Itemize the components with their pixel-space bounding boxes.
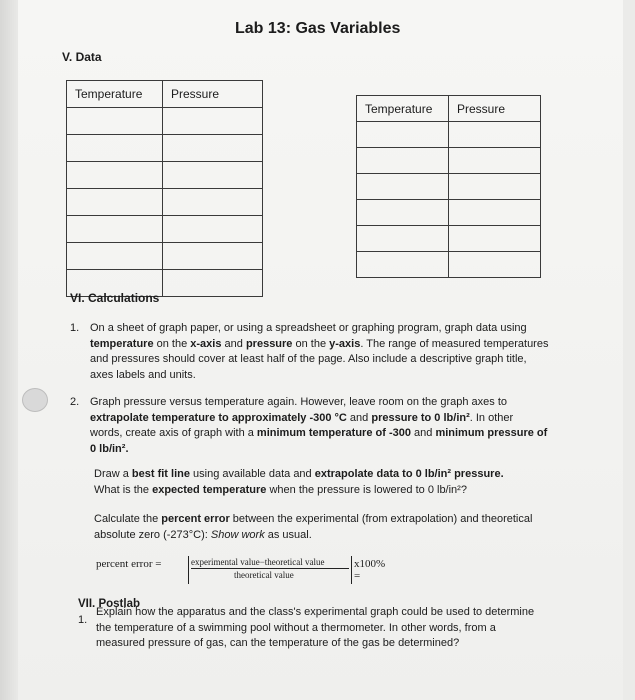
table-cell[interactable] <box>449 252 541 278</box>
table2-header-temperature: Temperature <box>357 96 449 122</box>
table-cell[interactable] <box>163 162 263 189</box>
data-heading: V. Data <box>62 50 102 64</box>
postlab-line1: Explain how the apparatus and the class's experimental graph could be used to determine <box>96 606 535 618</box>
postlab-heading: VII. Postlab <box>78 598 140 610</box>
data-table-1 <box>66 80 263 297</box>
item1-text <box>90 321 610 383</box>
fraction-bar <box>191 568 349 569</box>
item2-line3: words, create axis of graph with a minimum temperature of -300 and minimum pressure of <box>90 427 548 439</box>
binder-hole <box>22 388 48 412</box>
table-cell[interactable] <box>67 162 163 189</box>
table-cell[interactable] <box>357 252 449 278</box>
table2-header-pressure: Pressure <box>449 96 541 122</box>
formula-fraction <box>188 556 352 584</box>
table-cell[interactable] <box>357 200 449 226</box>
percent-error-line2: absolute zero (-273°C): Show work as usual. <box>94 528 312 541</box>
table1-header-pressure: Pressure <box>163 81 263 108</box>
page-edge <box>0 0 18 700</box>
postlab-text <box>96 605 616 652</box>
table-cell[interactable] <box>449 200 541 226</box>
item1-line1: On a sheet of graph paper, or using a spreadsheet or graphing program, graph data using <box>90 322 527 334</box>
item2-number: 2. <box>70 396 80 408</box>
postlab-item-number: 1. <box>78 614 88 626</box>
formula-rhs: x100% = <box>354 558 386 582</box>
percent-error-formula <box>96 557 386 582</box>
table-cell[interactable] <box>163 243 263 270</box>
table-cell[interactable] <box>449 226 541 252</box>
table-cell[interactable] <box>163 216 263 243</box>
table-cell[interactable] <box>163 108 263 135</box>
best-fit-line2: What is the expected temperature when the pressure is lowered to 0 lb/in²? <box>94 483 467 496</box>
table-cell[interactable] <box>449 122 541 148</box>
percent-error-instructions <box>94 512 614 543</box>
item1-line4: axes labels and units. <box>90 368 196 381</box>
data-table-2 <box>356 95 541 278</box>
item2-line2: extrapolate temperature to approximately -300 °C and pressure to 0 lb/in². In other <box>90 411 514 424</box>
table1-header-temperature: Temperature <box>67 81 163 108</box>
table-cell[interactable] <box>67 135 163 162</box>
item1-number: 1. <box>70 322 80 334</box>
table-cell[interactable] <box>357 148 449 174</box>
table-cell[interactable] <box>163 135 263 162</box>
table-cell[interactable] <box>67 108 163 135</box>
table-cell[interactable] <box>163 270 263 297</box>
formula-numerator: experimental value−theoretical value <box>191 557 325 567</box>
item2-line1: Graph pressure versus temperature again. However, leave room on the graph axes to <box>90 396 508 408</box>
percent-error-line1: Calculate the percent error between the experimental (from extrapolation) and theoretical <box>94 513 533 525</box>
best-fit-line1: Draw a best fit line using available data and extrapolate data to 0 lb/in² pressure. <box>94 468 504 480</box>
item1-line2: temperature on the x-axis and pressure on the y-axis. The range of measured temperatures <box>90 337 549 350</box>
table-cell[interactable] <box>449 148 541 174</box>
table-cell[interactable] <box>357 174 449 200</box>
table-cell[interactable] <box>67 189 163 216</box>
item2-line4: 0 lb/in². <box>90 442 129 455</box>
item1-line3: and pressures should cover at least half of the page. Also include a descriptive graph title, <box>90 353 527 365</box>
postlab-line2: the temperature of a swimming pool without a thermometer. In other words, from a <box>96 621 496 634</box>
table-cell[interactable] <box>67 216 163 243</box>
page-title: Lab 13: Gas Variables <box>235 20 401 37</box>
formula-denominator: theoretical value <box>234 570 294 580</box>
item2-text <box>90 395 620 457</box>
postlab-line3: measured pressure of gas, can the temperature of the gas be determined? <box>96 637 460 649</box>
calculations-heading: VI. Calculations <box>70 291 160 305</box>
best-fit-instructions <box>94 467 614 498</box>
table-cell[interactable] <box>163 189 263 216</box>
table-cell[interactable] <box>357 226 449 252</box>
table-cell[interactable] <box>449 174 541 200</box>
table-cell[interactable] <box>357 122 449 148</box>
formula-lhs: percent error = <box>96 558 162 570</box>
table-cell[interactable] <box>67 243 163 270</box>
